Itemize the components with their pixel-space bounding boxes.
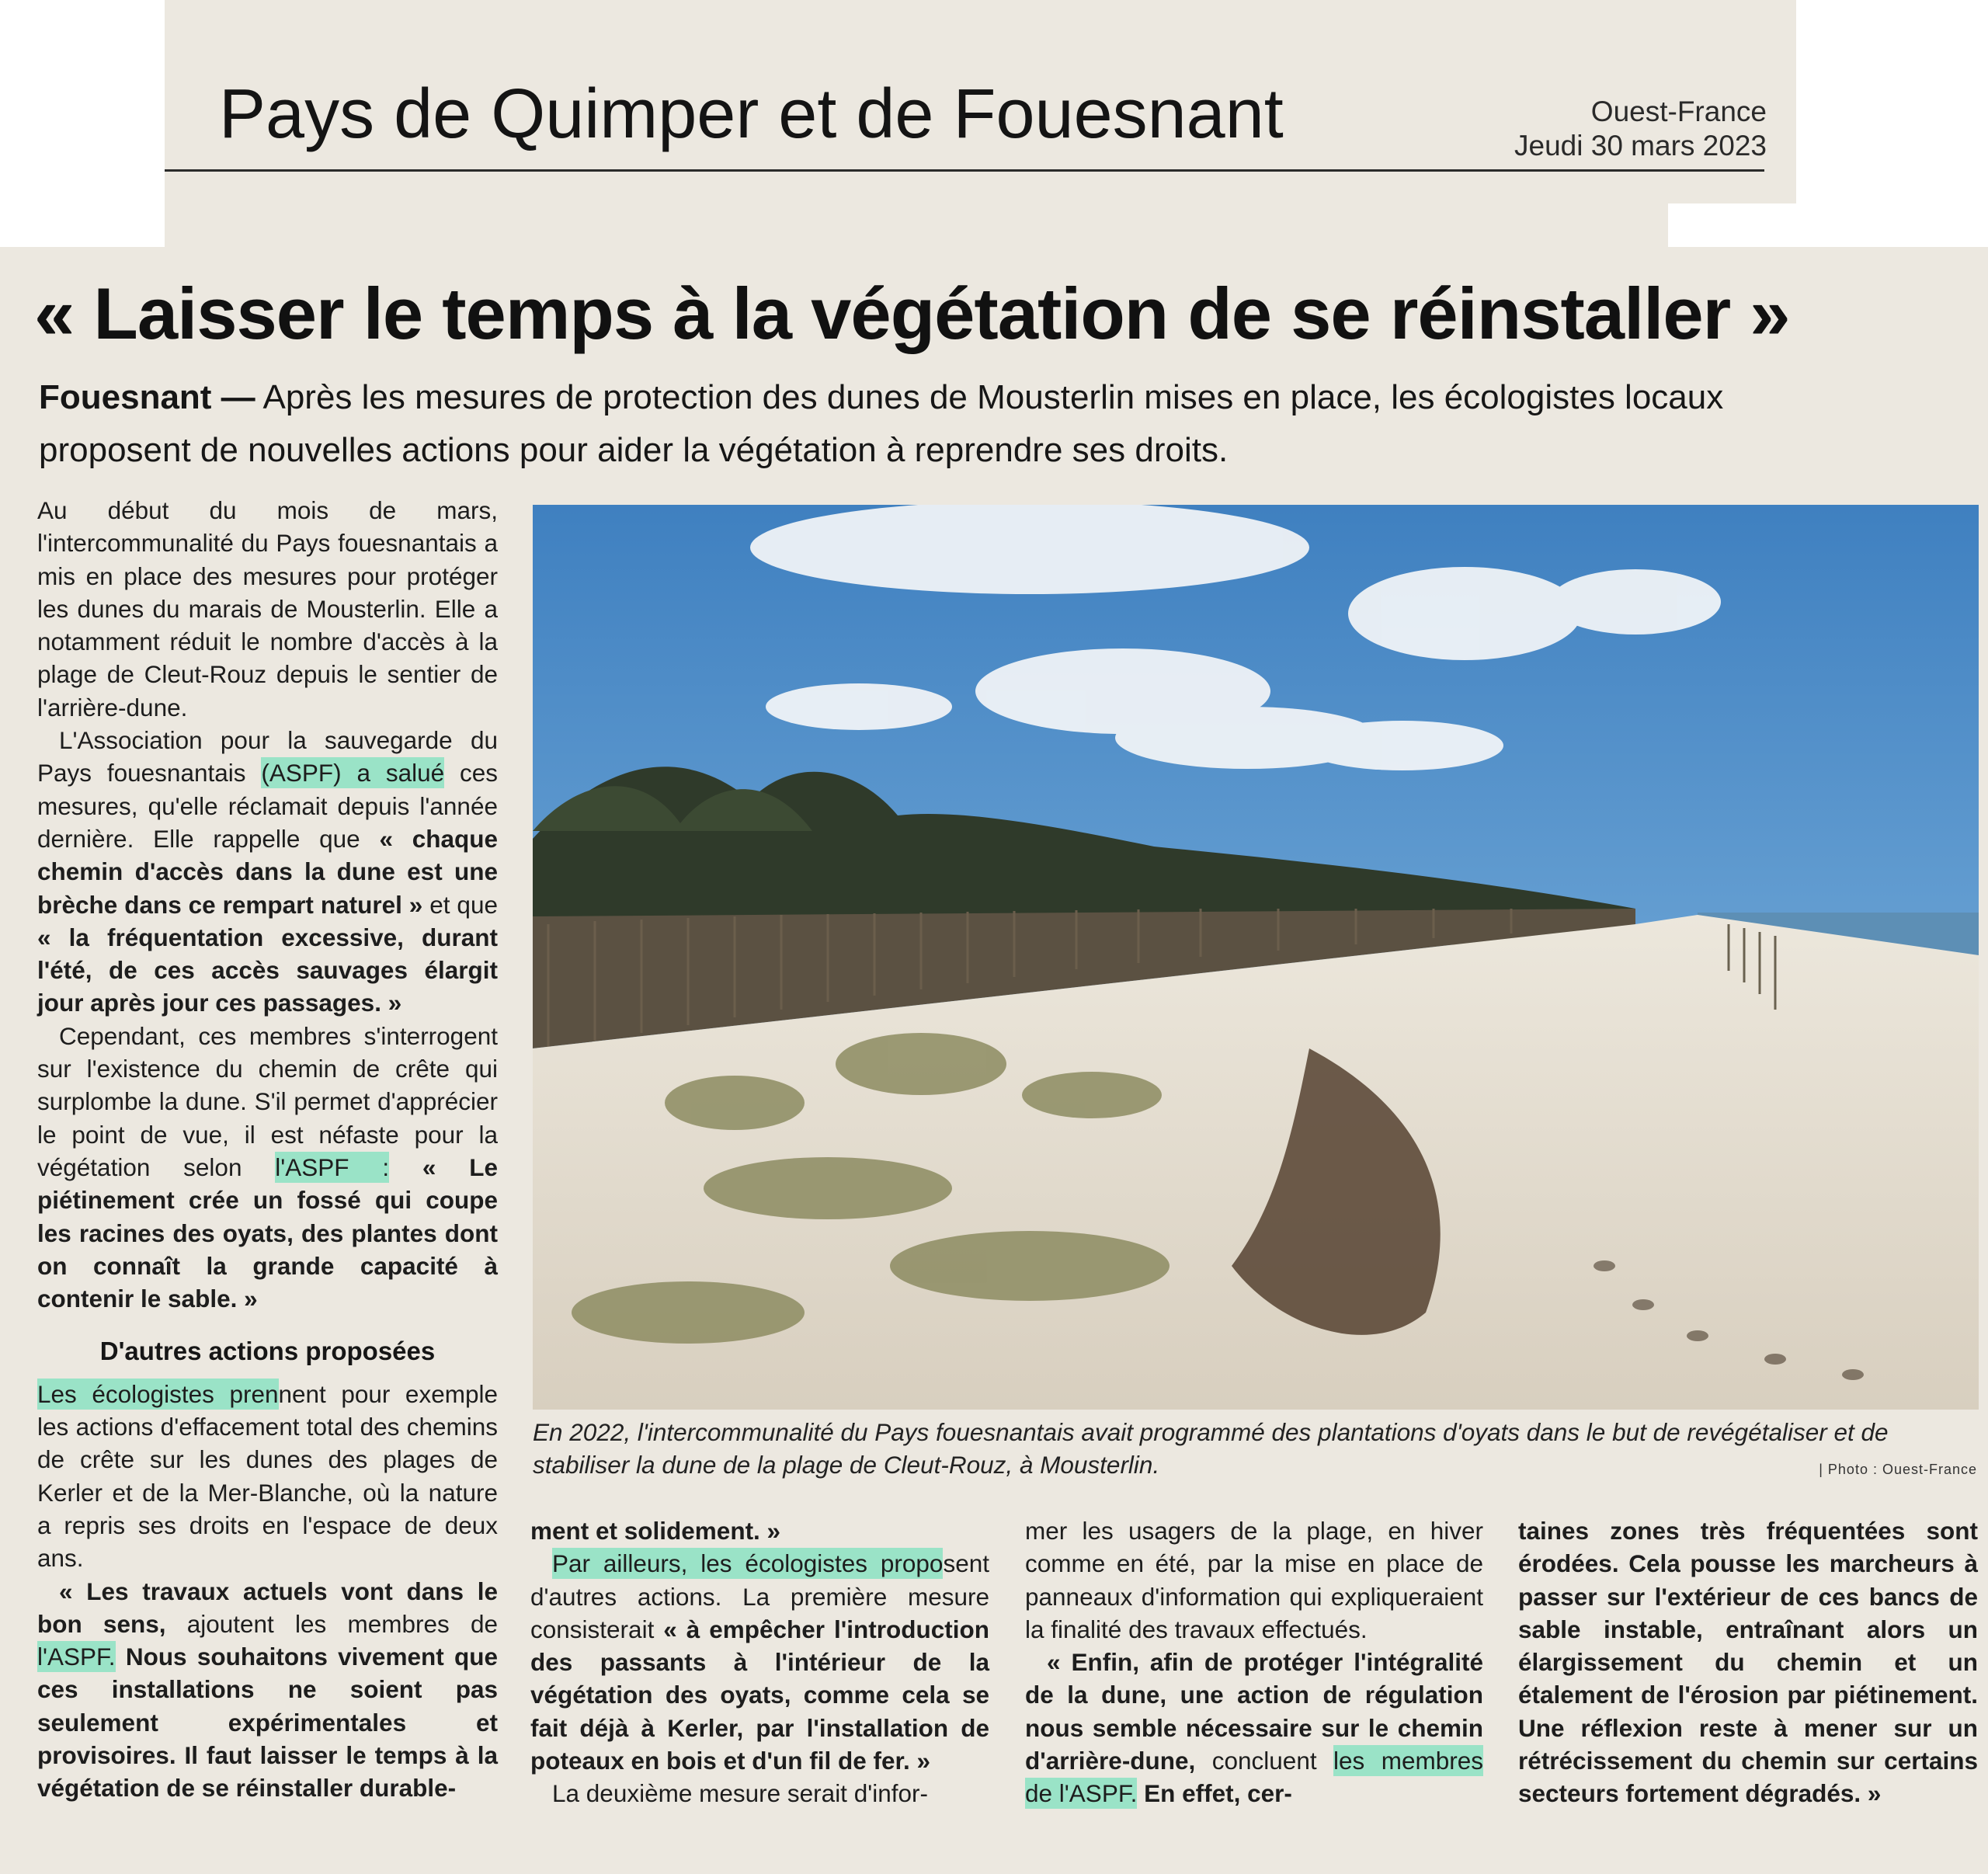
column-4 (1518, 1514, 1978, 1810)
photo-caption: En 2022, l'intercommunalité du Pays fouesnantais avait programmé des plantations d'oyats dans le but de revégétaliser et de stabiliser la dune de la plage de Cleut-Rouz, à Mousterlin. (533, 1418, 1889, 1479)
paragraph: ment et solidement. » (530, 1517, 781, 1545)
standfirst-text: Après les mesures de protection des dunes de Mousterlin mises en place, les écologistes locaux proposent de nouvelles actions pour aider la végétation à reprendre ses droits. (39, 378, 1724, 469)
text-run: Cependant, ces membres s'interrogent sur l'existence du chemin de crête qui surplombe la dune. S'il permet d'apprécier le point de vue, il est néfaste pour la végétation selon (37, 1021, 498, 1181)
publication-date: Jeudi 30 mars 2023 (1514, 130, 1767, 162)
paragraph: La deuxième mesure serait d'infor- (552, 1779, 928, 1808)
section-title: Pays de Quimper et de Fouesnant (219, 75, 1284, 153)
column-1 (37, 494, 498, 1805)
text-run: sent d'autres actions. La première mesure consisterait (530, 1549, 989, 1643)
highlighted-text: l'ASPF : (275, 1153, 390, 1181)
photo-credit: | Photo : Ouest-France (1819, 1462, 1977, 1477)
paragraph (37, 1378, 498, 1575)
column-3 (1025, 1514, 1483, 1810)
quote-text: « Le piétinement crée un fossé qui coupe les racines des oyats, des plantes dont on connaît la grande capacité à contenir le sable. » (37, 1153, 498, 1313)
highlighted-text: Les écologistes pren (37, 1379, 279, 1408)
highlighted-text: l'ASPF. (37, 1643, 116, 1671)
paragraph: Au début du mois de mars, l'intercommunalité du Pays fouesnantais a mis en place des mesures pour protéger les dunes du marais de Mousterlin. Elle a notamment réduit le nombre d'accès à la plage de Cleut-Rouz depuis le sentier de l'arrière-dune. (37, 496, 498, 721)
paragraph: mer les usagers de la plage, en hiver comme en été, par la mise en place de panneaux d'information qui expliqueraient la finalité des travaux effectués. (1025, 1517, 1483, 1643)
quote-text: En effet, cer- (1137, 1779, 1292, 1808)
text-run: nent pour exemple les actions d'effacement total des chemins de crête sur les dunes des plages de Kerler et de la Mer-Blanche, où la nature a repris ses droits en l'espace de deux ans. (37, 1379, 498, 1573)
text-run: L'Association pour la sauvegarde du Pays fouesnantais (37, 726, 498, 787)
quote-text: Nous souhaitons vivement que ces installations ne soient pas seulement expérimentales et provisoires. Il faut laisser le temps à la végétation de se réinstaller durable- (37, 1643, 498, 1803)
paragraph (37, 724, 498, 1020)
paragraph (37, 1020, 498, 1316)
clipping-join (165, 198, 1668, 252)
headline: « Laisser le temps à la végétation de se réinstaller » (34, 273, 1790, 354)
photo-illustration (533, 505, 1979, 1410)
standfirst (39, 371, 1825, 477)
subheading: D'autres actions proposées (99, 1337, 436, 1366)
column-2 (530, 1514, 989, 1810)
masthead-rule (165, 169, 1764, 172)
quote-text: « à empêcher l'introduction des passants à l'intérieur de la végétation des oyats, comme cela se fait déjà à Kerler, par l'installation de poteaux en bois et d'un fil de fer. » (530, 1615, 989, 1775)
quote-text: « chaque chemin d'accès dans la dune est une brèche dans ce rempart naturel » (37, 824, 498, 919)
paragraph (530, 1547, 989, 1777)
highlighted-text: Par ailleurs, les écologistes propo (552, 1549, 944, 1578)
text-run: ces mesures, qu'elle réclamait depuis l'année dernière. Elle rappelle que (37, 759, 498, 853)
dateline-location: Fouesnant — (39, 378, 255, 416)
newspaper-name: Ouest-France (1590, 96, 1767, 127)
highlighted-text: (ASPF) a salué (261, 759, 445, 787)
newspaper-meta (1514, 95, 1767, 163)
quote-text: « Les travaux actuels vont dans le bon sens, (37, 1577, 498, 1638)
text-run: concluent (1195, 1747, 1334, 1775)
text-run: ajoutent les membres de (165, 1609, 498, 1638)
quote-text: « la fréquentation excessive, durant l'été, de ces accès sauvages élargit jour après jour ces passages. » (37, 923, 498, 1017)
beach-dune-photo (533, 505, 1979, 1410)
paragraph (1025, 1646, 1483, 1810)
text-run: et que (422, 890, 498, 919)
quote-text: « Enfin, afin de protéger l'intégralité de la dune, une action de régulation nous semble nécessaire sur le chemin d'arrière-dune, (1025, 1648, 1483, 1775)
paragraph (37, 1575, 498, 1805)
paragraph: taines zones très fréquentées sont érodées. Cela pousse les marcheurs à passer sur l'extérieur de ces bancs de sable instable, entraînant alors un élargissement du chemin et un étalement de l'érosion par piétinement. Une réflexion reste à mener sur un rétrécissement du chemin sur certains secteurs fortement dégradés. » (1518, 1517, 1978, 1808)
highlighted-text: les membres de l'ASPF. (1025, 1747, 1483, 1808)
